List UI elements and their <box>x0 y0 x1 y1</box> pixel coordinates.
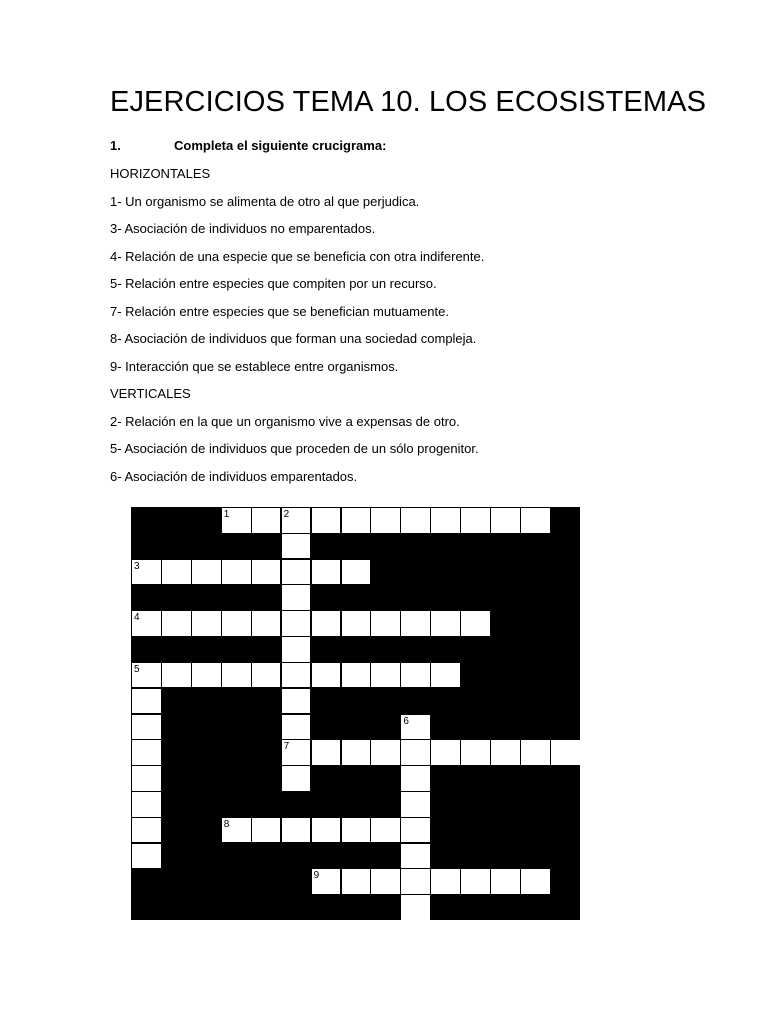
crossword-cell[interactable] <box>192 663 221 688</box>
crossword-cell[interactable] <box>132 611 161 636</box>
crossword-cell[interactable] <box>132 792 161 817</box>
crossword-cell[interactable] <box>371 611 400 636</box>
crossword-cell[interactable] <box>162 663 191 688</box>
vertical-clue-5: 5- Asociación de individuos que proceden de un sólo progenitor. <box>110 441 479 456</box>
crossword-cell[interactable] <box>461 611 490 636</box>
crossword-cell[interactable] <box>282 818 311 843</box>
crossword-cell[interactable] <box>132 844 161 869</box>
crossword-cell[interactable] <box>222 818 251 843</box>
crossword-cell[interactable] <box>252 663 281 688</box>
crossword-cell[interactable] <box>342 818 371 843</box>
crossword-cell[interactable] <box>342 869 371 894</box>
crossword-cell[interactable] <box>132 766 161 791</box>
crossword-cell[interactable] <box>252 818 281 843</box>
crossword-cell[interactable] <box>371 740 400 765</box>
crossword-cell[interactable] <box>312 560 341 585</box>
crossword-cell[interactable] <box>371 663 400 688</box>
crossword-cell[interactable] <box>312 869 341 894</box>
vertical-heading: VERTICALES <box>110 386 191 401</box>
horizontal-clue-4: 4- Relación de una especie que se beneficia con otra indiferente. <box>110 248 485 264</box>
crossword-cell[interactable] <box>401 740 430 765</box>
crossword-cell[interactable] <box>222 611 251 636</box>
crossword-cell[interactable] <box>521 869 550 894</box>
crossword-cell[interactable] <box>401 508 430 533</box>
crossword-cell[interactable] <box>252 611 281 636</box>
crossword-cell-number: 5 <box>134 663 140 675</box>
crossword-cell[interactable] <box>282 508 311 533</box>
crossword-cell[interactable] <box>132 689 161 714</box>
horizontal-clue-5: 5- Relación entre especies que compiten por un recurso. <box>110 276 437 291</box>
crossword-cell[interactable] <box>132 663 161 688</box>
crossword-cell[interactable] <box>431 611 460 636</box>
crossword-cell-number: 8 <box>223 818 230 830</box>
crossword-cell[interactable] <box>342 508 371 533</box>
crossword-cell[interactable] <box>342 740 371 765</box>
crossword-cell[interactable] <box>401 611 430 636</box>
crossword-cell[interactable] <box>342 560 371 585</box>
crossword-cell[interactable] <box>401 766 430 791</box>
crossword-cell[interactable] <box>312 818 341 843</box>
crossword-cell[interactable] <box>132 740 161 765</box>
crossword-cell-number: 2 <box>283 509 290 520</box>
crossword-grid <box>131 507 580 920</box>
crossword-cell[interactable] <box>551 740 580 765</box>
horizontal-clue-7: 7- Relación entre especies que se benefician mutuamente. <box>110 303 449 319</box>
crossword-cell-number: 3 <box>134 560 140 572</box>
horizontal-clue-1: 1- Un organismo se alimenta de otro al que perjudica. <box>110 193 420 209</box>
crossword-cell[interactable] <box>162 560 191 585</box>
crossword-cell[interactable] <box>491 740 520 765</box>
vertical-clue-6: 6- Asociación de individuos emparentados. <box>110 468 358 484</box>
crossword-cell[interactable] <box>252 560 281 585</box>
vertical-clue-2: 2- Relación en la que un organismo vive a expensas de otro. <box>110 413 460 429</box>
horizontal-clues-section <box>110 165 484 495</box>
crossword-cell-number: 4 <box>134 612 140 624</box>
crossword-cell[interactable] <box>371 508 400 533</box>
crossword-cell[interactable] <box>282 611 311 636</box>
crossword-cell-number: 7 <box>283 741 290 753</box>
crossword-cell[interactable] <box>282 637 311 662</box>
crossword-cell[interactable] <box>461 508 490 533</box>
crossword-cell[interactable] <box>222 560 251 585</box>
crossword-cell[interactable] <box>401 844 430 869</box>
crossword-cell[interactable] <box>431 869 460 894</box>
crossword-cell[interactable] <box>162 611 191 636</box>
crossword-cell[interactable] <box>132 818 161 843</box>
crossword-cell[interactable] <box>222 508 251 533</box>
crossword-cell[interactable] <box>431 508 460 533</box>
crossword-cell[interactable] <box>192 560 221 585</box>
crossword-cell[interactable] <box>401 818 430 843</box>
crossword-cell[interactable] <box>282 663 311 688</box>
crossword-cell[interactable] <box>401 792 430 817</box>
exercise-heading <box>110 138 386 153</box>
horizontal-heading: HORIZONTALES <box>110 166 211 181</box>
crossword-cell-number: 6 <box>403 715 409 727</box>
crossword-cell[interactable] <box>491 508 520 533</box>
crossword-cell[interactable] <box>401 663 430 688</box>
crossword-cell[interactable] <box>342 663 371 688</box>
page-title: EJERCICIOS TEMA 10. LOS ECOSISTEMAS <box>110 86 707 118</box>
crossword-cell-number: 1 <box>223 509 230 520</box>
crossword-cell[interactable] <box>132 560 161 585</box>
crossword-cell[interactable] <box>282 740 311 765</box>
crossword-cell[interactable] <box>192 611 221 636</box>
crossword-cell[interactable] <box>401 715 430 740</box>
crossword-cell[interactable] <box>282 689 311 714</box>
horizontal-clue-8: 8- Asociación de individuos que forman una sociedad compleja. <box>110 331 477 346</box>
crossword-cell[interactable] <box>312 508 341 533</box>
crossword-cell[interactable] <box>222 663 251 688</box>
crossword-cell[interactable] <box>282 560 311 585</box>
crossword-cell[interactable] <box>401 869 430 894</box>
crossword-cell[interactable] <box>342 611 371 636</box>
crossword-cell[interactable] <box>312 663 341 688</box>
crossword-cell[interactable] <box>282 534 311 559</box>
crossword-cell[interactable] <box>371 869 400 894</box>
crossword-cell[interactable] <box>252 508 281 533</box>
crossword-cell[interactable] <box>521 740 550 765</box>
crossword-cell[interactable] <box>461 740 490 765</box>
crossword-cell[interactable] <box>312 740 341 765</box>
crossword-cell[interactable] <box>521 508 550 533</box>
horizontal-clue-3: 3- Asociación de individuos no emparentados. <box>110 221 376 236</box>
crossword-cell[interactable] <box>461 869 490 894</box>
crossword-cell[interactable] <box>491 869 520 894</box>
crossword-cell[interactable] <box>282 585 311 610</box>
crossword-cell[interactable] <box>312 611 341 636</box>
crossword-cell[interactable] <box>371 818 400 843</box>
crossword-cell[interactable] <box>431 740 460 765</box>
crossword-cell[interactable] <box>282 766 311 791</box>
crossword-cell[interactable] <box>282 715 311 740</box>
crossword-cell[interactable] <box>401 895 430 920</box>
horizontal-clue-9: 9- Interacción que se establece entre organismos. <box>110 358 399 374</box>
exercise-number: 1. <box>110 138 121 153</box>
exercise-instruction: Completa el siguiente crucigrama: <box>174 138 387 153</box>
crossword-cell-number: 9 <box>313 870 320 882</box>
crossword-cell[interactable] <box>431 663 460 688</box>
crossword-cell[interactable] <box>132 715 161 740</box>
